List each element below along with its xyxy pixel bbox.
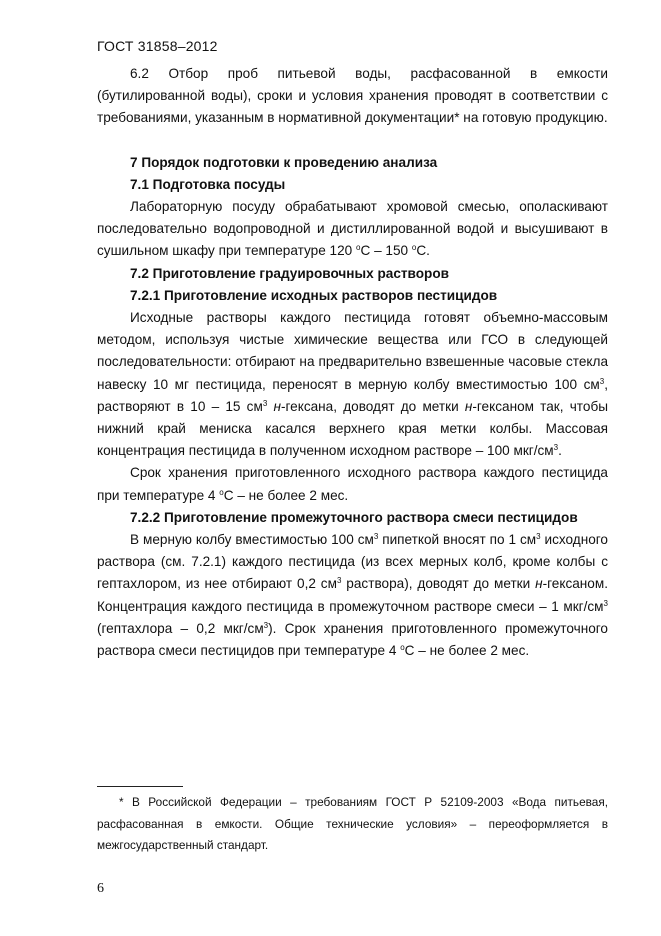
text-run: С – 150 — [360, 243, 412, 259]
paragraph-7-2-1-storage — [97, 462, 608, 506]
text-run: исходного раствора (см. 7.2.1) каждого пестицида (из всех мерных колб, кроме колбы с гептахлором, из нее отбирают 0,2 см — [97, 532, 608, 592]
page-number: 6 — [97, 881, 104, 896]
italic-n: н — [273, 398, 281, 414]
text-run: С – не более 2 мес. — [404, 643, 530, 659]
heading-7-2-1: 7.2.1 Приготовление исходных растворов пестицидов — [130, 287, 498, 303]
italic-n: н — [464, 398, 473, 414]
text-run: ). Срок хранения приготовленного промежуточного раствора смеси пестицидов при температуре 4 — [97, 620, 608, 659]
superscript-3: 3 — [536, 532, 541, 542]
heading-7-2: 7.2 Приготовление градуировочных растворов — [130, 265, 449, 281]
superscript-3: 3 — [263, 620, 269, 630]
text-run: Исходные растворы каждого пестицида готовят объемно-массовым методом, используя чистые химические вещества или ГСО в следующей последовательности: отбирают на предварительно взвешенные часовые стекла навеску 10 мг пестицида, переносят в мерную колбу вместимостью 100 см — [97, 310, 608, 392]
footnote: * В Российской Федерации – требованиям ГОСТ Р 52109-2003 «Вода питьевая, расфасованная в емкости. Общие технические условия» – переоформляется в межгосударственный стандарт. — [97, 795, 608, 852]
italic-n: н — [535, 576, 543, 592]
text-run: В мерную колбу вместимостью 100 см — [130, 532, 374, 548]
paragraph-7-1 — [97, 196, 608, 263]
text-run: (гептахлора – 0,2 мкг/см — [97, 620, 264, 636]
heading-7-1: 7.1 Подготовка посуды — [130, 176, 286, 192]
text-run: пипеткой вносят по 1 см — [378, 532, 537, 548]
text-run: . — [558, 443, 562, 459]
spacer — [97, 130, 608, 152]
superscript-3: 3 — [262, 398, 268, 408]
text-run: С. — [416, 243, 430, 259]
degree-mark: о — [219, 487, 224, 497]
text-run: С – не более 2 мес. — [223, 487, 349, 503]
paragraph-7-2-2 — [97, 529, 608, 662]
superscript-3: 3 — [603, 598, 608, 608]
text-run: раствора), доводят до метки — [341, 576, 536, 592]
text-run: -гексана, доводят до метки — [280, 398, 465, 414]
footnote-separator — [97, 786, 183, 787]
text-run: , растворяют в 10 – 15 см — [97, 376, 608, 414]
text-run: -гексаном. Концентрация каждого пестицида в промежуточном растворе смеси – 1 мкг/см — [97, 576, 608, 614]
degree-mark: о — [356, 243, 361, 253]
heading-7-2-2: 7.2.2 Приготовление промежуточного раствора смеси пестицидов — [130, 509, 578, 525]
text-run: -гексаном так, чтобы нижний край мениска касался верхнего края метки колбы. Массовая концентрация пестицида в полученном исходном растворе – 100 мкг/см — [97, 398, 609, 459]
text-run: Лабораторную посуду обрабатывают хромовой смесью, ополаскивают последовательно водопроводной и дистиллированной водой и высушивают в сушильном шкафу при температуре 120 — [97, 199, 608, 259]
superscript-3: 3 — [373, 532, 379, 542]
degree-mark: о — [411, 243, 417, 253]
superscript-3: 3 — [599, 376, 605, 386]
heading-section-7: 7 Порядок подготовки к проведению анализа — [130, 154, 438, 170]
text-run: Срок хранения приготовленного исходного раствора каждого пестицида при температуре 4 — [97, 465, 608, 503]
paragraph-6-2: 6.2 Отбор проб питьевой воды, расфасованной в емкости (бутилированной воды), сроки и условия хранения проводят в соответствии с требованиями, указанным в нормативной документации* на готовую продукцию. — [97, 66, 608, 126]
superscript-3: 3 — [336, 576, 342, 586]
degree-mark: о — [400, 643, 405, 653]
superscript-3: 3 — [553, 443, 559, 453]
paragraph-7-2-1-method — [97, 307, 608, 462]
document-body — [97, 63, 608, 662]
document-header: ГОСТ 31858–2012 — [97, 38, 218, 54]
